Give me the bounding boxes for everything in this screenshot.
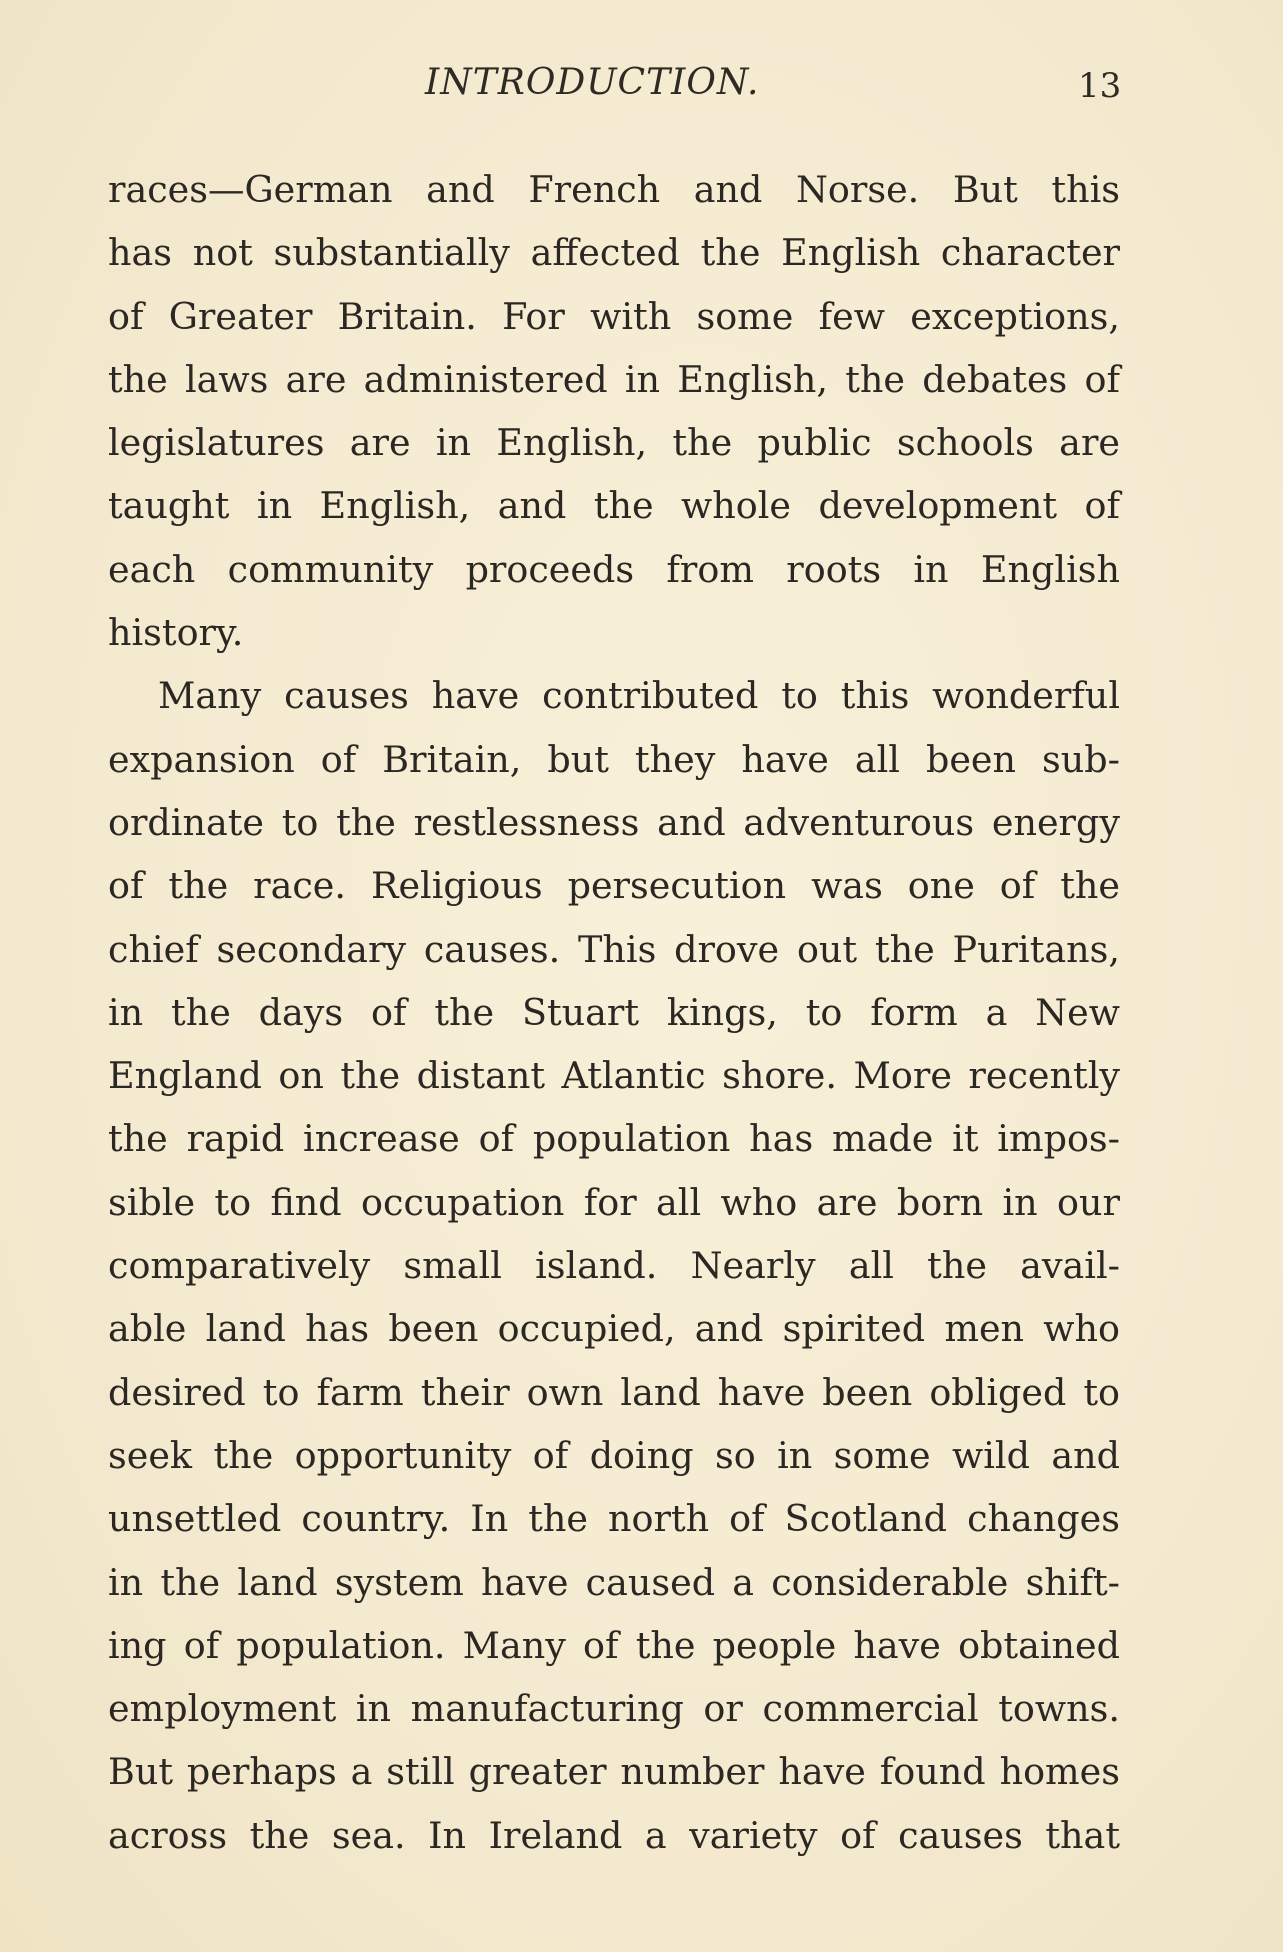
text-line: able land has been occupied, and spirited men who — [108, 1307, 1120, 1351]
text-line: races—German and French and Norse. But this — [108, 168, 1120, 211]
text-line: ordinate to the restlessness and adventurous energy — [108, 800, 1120, 844]
text-line: sible to find occupation for all who are born in our — [108, 1180, 1120, 1224]
text-line: across the sea. In Ireland a variety of causes that — [108, 1813, 1120, 1857]
text-line: comparatively small island. Nearly all the avail- — [108, 1244, 1120, 1288]
body-text — [108, 158, 1120, 1867]
text-line: in the land system have caused a considerable shift- — [108, 1560, 1120, 1604]
text-line: the laws are administered in English, the debates of — [108, 357, 1120, 401]
text-line: the rapid increase of population has made it impos- — [108, 1117, 1120, 1161]
text-line: history. — [108, 611, 244, 655]
paragraph-2 — [108, 664, 1120, 1867]
text-line: seek the opportunity of doing so in some wild and — [108, 1433, 1120, 1477]
text-line: But perhaps a still greater number have found homes — [108, 1750, 1120, 1794]
text-line: Many causes have contributed to this wonderful — [158, 674, 1120, 718]
page-number: 13 — [1078, 66, 1122, 106]
text-line: England on the distant Atlantic shore. More recently — [108, 1054, 1120, 1098]
text-line: of Greater Britain. For with some few exceptions, — [108, 294, 1120, 338]
text-line: chief secondary causes. This drove out the Puritans, — [108, 927, 1120, 971]
text-line: of the race. Religious persecution was one of the — [108, 864, 1120, 908]
text-line: expansion of Britain, but they have all been sub- — [108, 737, 1120, 781]
paragraph-1 — [108, 158, 1120, 664]
running-head — [0, 62, 1283, 122]
text-line: desired to farm their own land have been obliged to — [108, 1370, 1120, 1414]
text-line: ing of population. Many of the people have obtained — [108, 1623, 1120, 1667]
text-line: unsettled country. In the north of Scotland changes — [108, 1497, 1120, 1541]
text-line: employment in manufacturing or commercial towns. — [108, 1687, 1120, 1731]
text-line: each community proceeds from roots in English — [108, 547, 1120, 591]
text-line: in the days of the Stuart kings, to form a New — [108, 990, 1120, 1034]
text-line: taught in English, and the whole development of — [108, 484, 1120, 528]
text-line: has not substantially affected the English character — [108, 231, 1120, 275]
running-head-title: INTRODUCTION. — [425, 62, 760, 103]
text-line: legislatures are in English, the public schools are — [108, 421, 1120, 465]
